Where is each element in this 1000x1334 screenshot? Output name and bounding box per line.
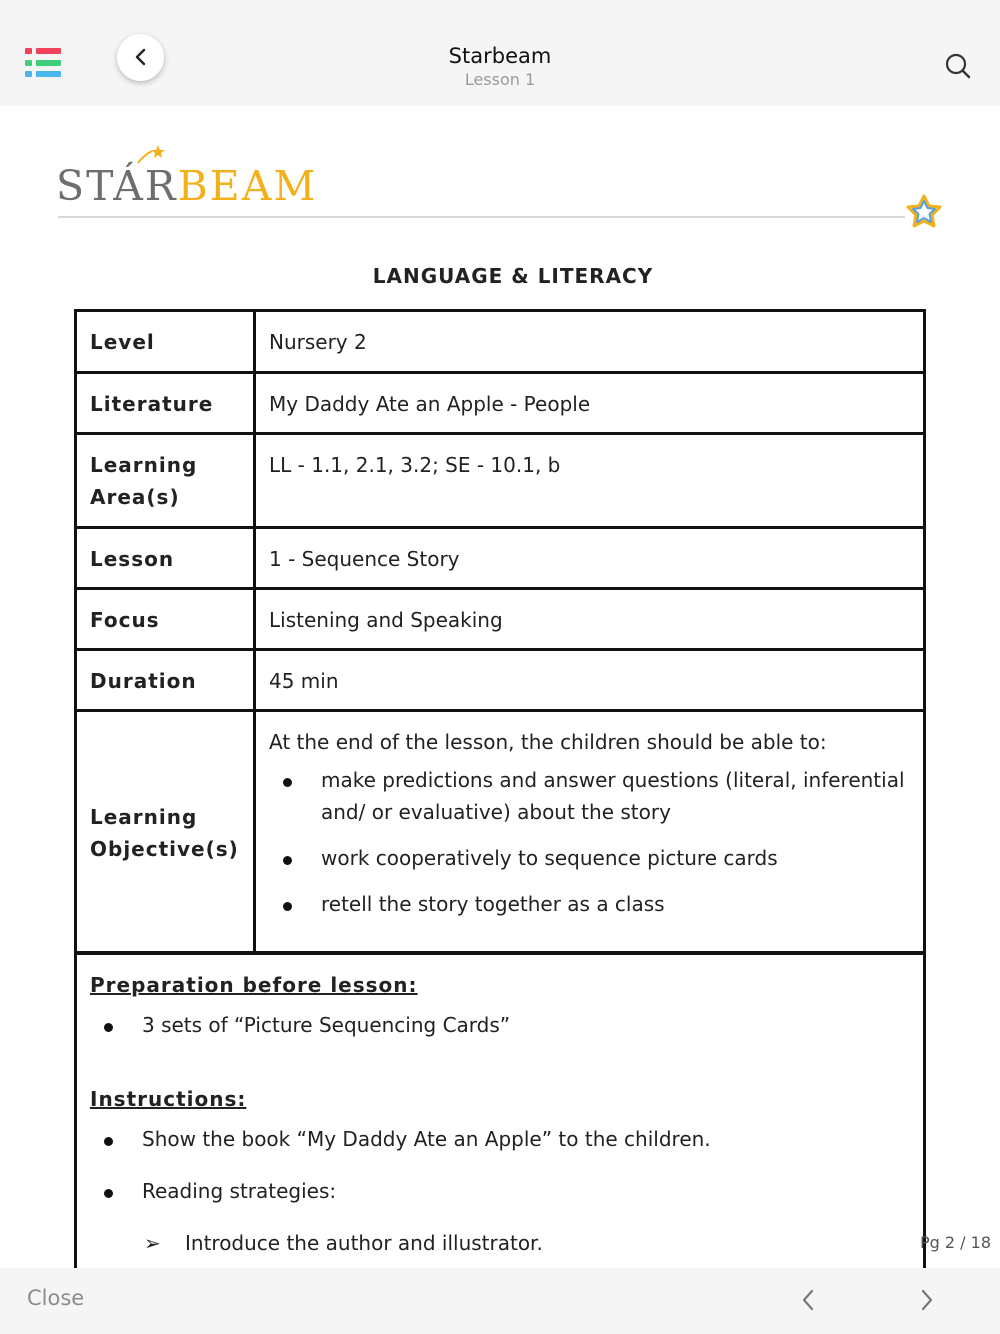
list-item: Show the book “My Daddy Ate an Apple” to the children. <box>90 1123 909 1155</box>
row-label: Learning Area(s) <box>76 434 255 528</box>
table-row-lesson <box>76 528 925 589</box>
chevron-left-icon <box>131 47 151 67</box>
table-row-level <box>76 311 925 373</box>
procedure-section <box>74 952 926 1270</box>
row-label: Duration <box>76 650 255 711</box>
row-value: My Daddy Ate an Apple - People <box>255 373 925 434</box>
list-item: work cooperatively to sequence picture cards <box>269 842 911 874</box>
subitem-text: Introduce the author and illustrator. <box>185 1231 543 1255</box>
logo-text-star: STÁR <box>56 162 178 210</box>
list-item <box>90 1227 909 1259</box>
instructions-list <box>90 1123 909 1207</box>
row-value: Nursery 2 <box>255 311 925 373</box>
bottom-bar <box>0 1268 1000 1334</box>
search-icon[interactable] <box>944 52 972 80</box>
app-title: Starbeam <box>448 44 552 68</box>
star-outline-icon <box>904 193 944 231</box>
menu-list-icon[interactable] <box>25 48 61 78</box>
row-value <box>255 711 925 953</box>
table-row-learning-areas <box>76 434 925 528</box>
row-label: Level <box>76 311 255 373</box>
lesson-info-table <box>74 309 926 954</box>
arrow-bullet-icon: ➢ <box>144 1231 161 1255</box>
logo-divider <box>58 216 905 218</box>
table-row-duration <box>76 650 925 711</box>
preparation-heading: Preparation before lesson: <box>90 973 418 997</box>
title-block <box>300 42 700 90</box>
row-value: LL - 1.1, 2.1, 3.2; SE - 10.1, b <box>255 434 925 528</box>
instructions-sublist <box>90 1227 909 1259</box>
list-item: retell the story together as a class <box>269 888 911 920</box>
objectives-list <box>269 764 911 920</box>
close-button[interactable]: Close <box>27 1286 85 1310</box>
list-item: make predictions and answer questions (literal, inferential and/ or evaluative) about the story <box>269 764 911 828</box>
row-value: Listening and Speaking <box>255 589 925 650</box>
list-item: Reading strategies: <box>90 1175 909 1207</box>
table-row-focus <box>76 589 925 650</box>
lesson-subtitle: Lesson 1 <box>464 70 536 89</box>
starbeam-logo <box>56 143 356 213</box>
objectives-intro: At the end of the lesson, the children should be able to: <box>269 730 827 754</box>
row-value: 45 min <box>255 650 925 711</box>
row-value: 1 - Sequence Story <box>255 528 925 589</box>
row-label: Learning Objective(s) <box>76 711 255 953</box>
section-title: LANGUAGE & LITERACY <box>372 264 654 288</box>
logo-text-beam: BEAM <box>177 162 318 210</box>
next-page-icon[interactable] <box>917 1288 937 1312</box>
instructions-heading: Instructions: <box>90 1087 247 1111</box>
back-button[interactable] <box>117 34 164 81</box>
preparation-list <box>90 1009 909 1041</box>
top-bar <box>0 0 1000 106</box>
prev-page-icon[interactable] <box>798 1288 818 1312</box>
row-label: Literature <box>76 373 255 434</box>
list-item: 3 sets of “Picture Sequencing Cards” <box>90 1009 909 1041</box>
table-row-objectives <box>76 711 925 953</box>
row-label: Focus <box>76 589 255 650</box>
row-label: Lesson <box>76 528 255 589</box>
table-row-literature <box>76 373 925 434</box>
page-indicator: Pg 2 / 18 <box>920 1233 991 1252</box>
